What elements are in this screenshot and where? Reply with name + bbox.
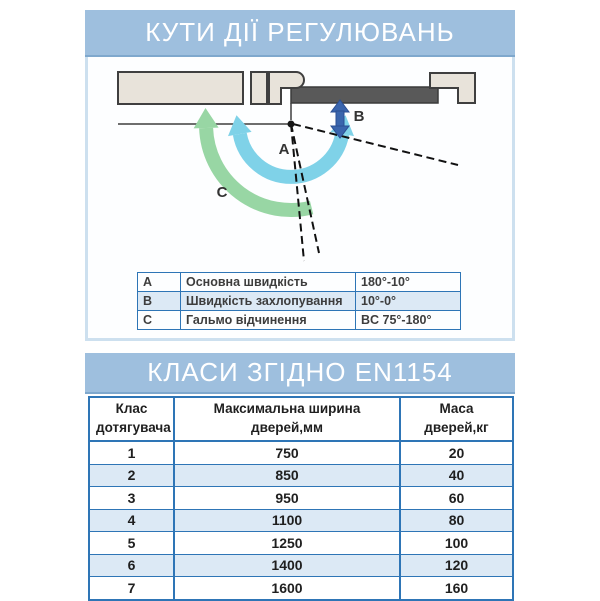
arc-a-main-speed [240,134,342,177]
legend-key: C [138,311,181,330]
cell-class: 6 [89,554,174,577]
frame-strip-left [251,72,267,104]
cell-mass: 120 [400,554,513,577]
cell-class: 7 [89,577,174,600]
legend-key: B [138,292,181,311]
legend-row-a [138,273,461,292]
table-row [89,577,513,600]
table-row [89,509,513,532]
classes-title-banner [85,353,515,394]
cell-mass: 160 [400,577,513,600]
table-row [89,554,513,577]
section-en1154-classes [85,353,515,601]
cell-class: 5 [89,532,174,555]
en1154-classes-table [88,396,514,601]
legend-range: 10°-0° [356,292,461,311]
cell-mass: 80 [400,509,513,532]
table-row [89,487,513,510]
header-closer-class: Клас дотягувача [89,397,174,441]
diagram-label-a: A [278,141,290,158]
cell-width: 1600 [174,577,400,600]
cell-mass: 40 [400,464,513,487]
dashed-line-open-1 [291,124,304,261]
arrow-b-shaft [336,111,344,127]
pivot-point [288,121,295,128]
cell-width: 1400 [174,554,400,577]
table-row [89,532,513,555]
legend-name: Швидкість захлопування [181,292,356,311]
section-adjustment-angles [85,10,515,341]
classes-header-row [89,397,513,441]
legend-row-c [138,311,461,330]
cell-class: 1 [89,441,174,464]
angles-title-banner [85,10,515,57]
legend-range: BC 75°-180° [356,311,461,330]
table-row [89,464,513,487]
cell-class: 2 [89,464,174,487]
legend-name: Гальмо відчинення [181,311,356,330]
diagram-label-c: C [216,184,228,201]
door-closer-diagram [85,57,515,341]
wall-left [118,72,243,104]
cell-mass: 100 [400,532,513,555]
cell-width: 750 [174,441,400,464]
arc-c-arrowhead [194,108,219,128]
cell-mass: 20 [400,441,513,464]
diagram-label-b: B [353,108,365,125]
angles-title: КУТИ ДІЇ РЕГУЛЮВАНЬ [145,17,455,47]
cell-width: 850 [174,464,400,487]
cell-class: 4 [89,509,174,532]
header-max-door-width: Максимальна ширина дверей,мм [174,397,400,441]
arc-a-arrowhead-left [228,115,252,136]
table-row [89,441,513,464]
door-leaf [291,87,438,103]
cell-width: 950 [174,487,400,510]
cell-mass: 60 [400,487,513,510]
cell-class: 3 [89,487,174,510]
classes-title: КЛАСИ ЗГІДНО EN1154 [147,357,453,387]
cell-width: 1250 [174,532,400,555]
header-door-mass: Маса дверей,кг [400,397,513,441]
legend-name: Основна швидкість [181,273,356,292]
dashed-line-open-2 [291,124,319,253]
cell-width: 1100 [174,509,400,532]
dashed-line-10deg [293,124,458,165]
legend-key: A [138,273,181,292]
adjustment-legend-table [137,272,461,330]
legend-row-b [138,292,461,311]
legend-range: 180°-10° [356,273,461,292]
